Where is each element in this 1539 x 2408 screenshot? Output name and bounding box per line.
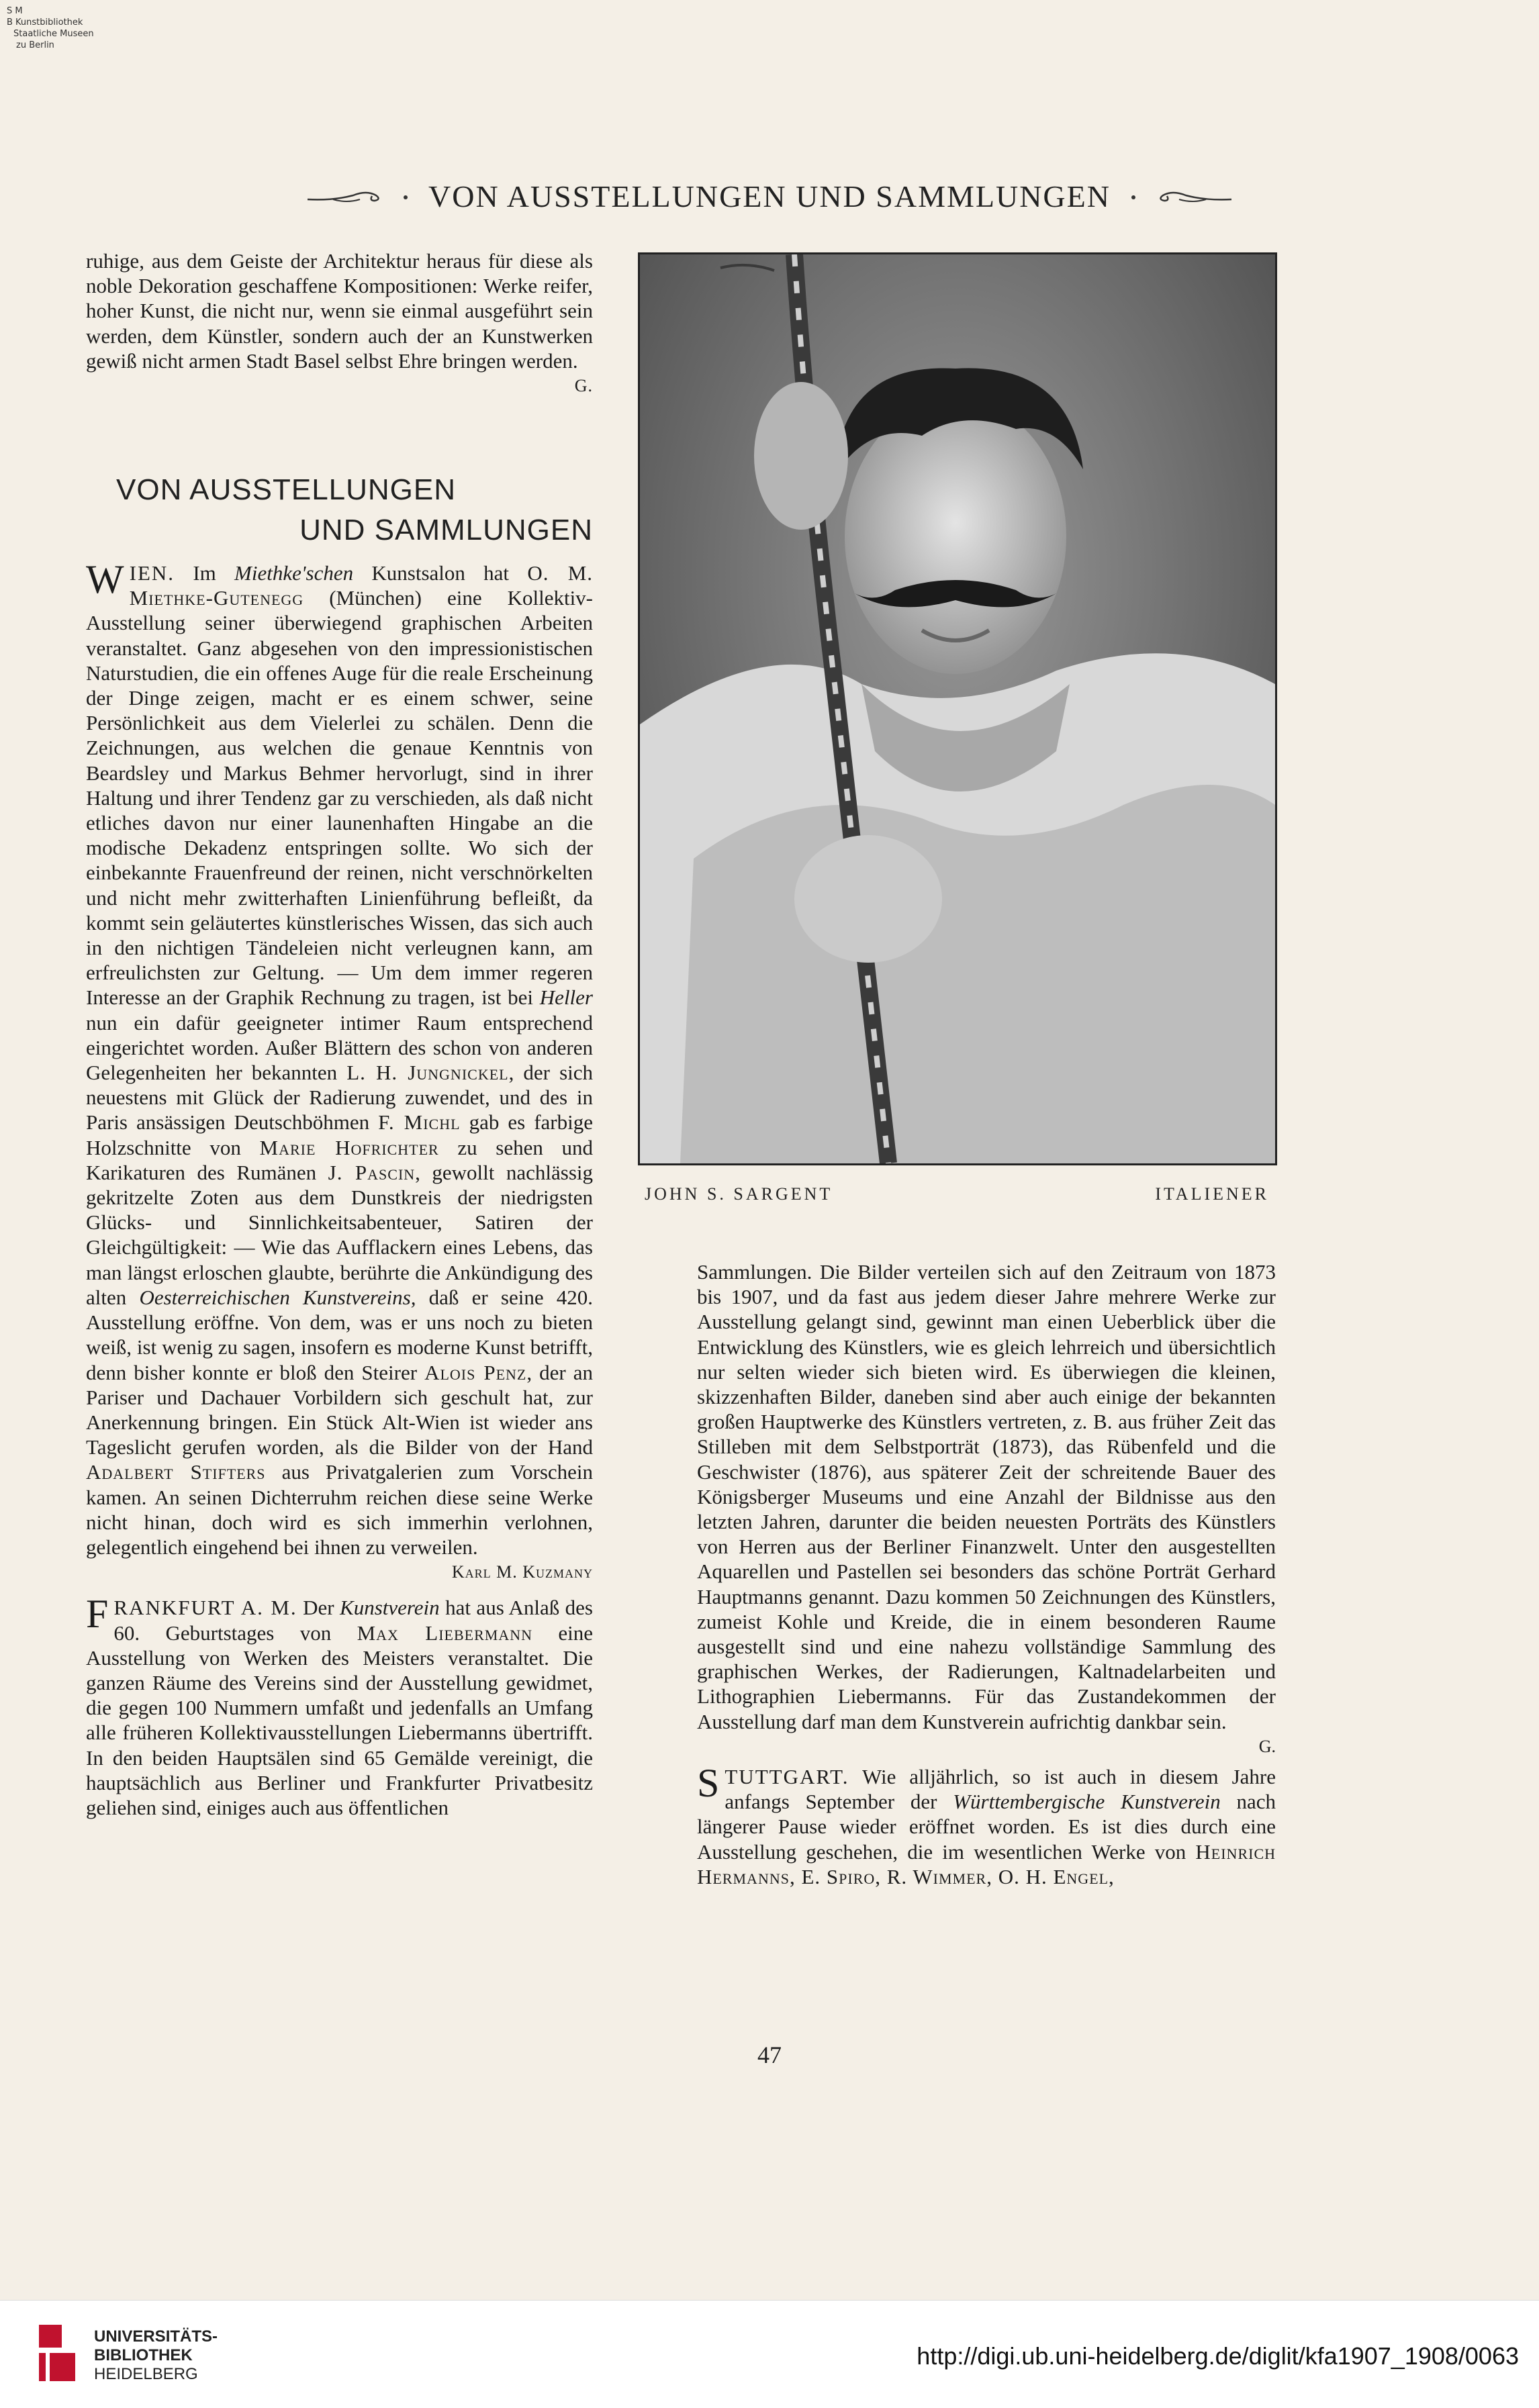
running-title: VON AUSSTELLUNGEN UND SAMMLUNGEN [428, 179, 1111, 213]
artist-name: J. Pascin [328, 1160, 416, 1184]
wien-report [86, 557, 594, 1820]
digitization-footer [0, 2300, 1539, 2408]
dropcap: F [86, 1592, 109, 1637]
text-run: nun ein dafür geeigneter intimer Raum entsprechend eingerichtet worden. Außer Blättern des schon von anderen Gelegenheiten her bekannten [86, 1010, 593, 1085]
place-name: IEN. [129, 561, 175, 585]
emphasis: Miethke'schen [234, 561, 354, 585]
article-signature: Karl M. Kuzmany [451, 1562, 593, 1582]
caption-title: ITALIENER [1155, 1184, 1269, 1204]
section-heading-line: VON AUSSTELLUNGEN [116, 473, 457, 506]
library-name-line: HEIDELBERG [94, 2365, 198, 2383]
section-heading [86, 470, 593, 550]
stamp-line: B Kunstbibliothek [7, 17, 83, 28]
text-run: zu sehen und Karikaturen des Rumänen [86, 1135, 594, 1184]
artist-name: O. M. Miethke-Gutenegg [129, 561, 594, 610]
text-run: , gewollt nachlässig gekritzelte Zoten aus dem Dunstkreis der niedrigsten Glücks- und Sinnlichkeitsabenteuer, Satiren der Gleichgültigkeit: — Wie das Aufflackern eines Lebens, das man längst erloschen glaubte, berührte die Ankündigung des alten [86, 1160, 593, 1309]
text-run: hat aus Anlaß des 60. Geburtstages von [113, 1596, 593, 1645]
text-run: nach längerer Pause wieder eröffnet worden. Es ist dies durch eine Ausstellung geschehen, die im wesentlichen Werke von [697, 1790, 1276, 1864]
artist-name: L. H. Jungnickel [346, 1061, 509, 1085]
library-name-line: UNIVERSITÄTS- [94, 2327, 218, 2346]
running-header [0, 176, 1539, 216]
emphasis: Oesterreichischen Kunstvereins, [139, 1285, 416, 1309]
figure-caption [645, 1184, 1269, 1204]
text-run: Der [303, 1596, 334, 1620]
stamp-line: Staatliche Museen [13, 29, 94, 39]
library-name [94, 2327, 218, 2384]
stamp-line: zu Berlin [16, 40, 54, 50]
text-run: , der sich neuestens mit Glück der Radierung zuwendet, und des in Paris ansässigen Deutschböhmen [86, 1061, 594, 1135]
library-stamp [7, 5, 94, 51]
caption-artist: JOHN S. SARGENT [645, 1184, 833, 1204]
paragraph-text: Sammlungen. Die Bilder verteilen sich auf den Zeitraum von 1873 bis 1907, und da fast aus jedem dieser Jahre mehrere Werke zur Ausstellung gelangt sind, gewinnt man einen Ueberblick über die Entwicklung des Künstlers, wie es gleich lehrreich und übersichtlich nur selten wieder sich bieten wird. Es überwiegen die kleinen, skizzenhaften Bilder, daneben sind aber auch einige der bekannten großen Hauptwerke des Künstlers vertreten, z. B. aus früher Zeit das Stilleben mit dem Selbstporträt (1873), das Rübenfeld und die Geschwister (1876), aus späterer Zeit der schreitende Bauer des Königsberger Museums und eine Anzahl der Bildnisse aus den letzten Jahren, darunter die beiden neuesten Porträts des Künstlers von Herren aus der Berliner Finanzwelt. Unter den ausgestellten Aquarellen und Pastellen sei besonders das schöne Porträt Gerhard Hauptmanns genannt. Dazu kommen 50 Zeichnungen des Künstlers, zumeist Kohle und Kreide, die in einem besonderen Raume ausgestellt sind und eine nahezu vollständige Sammlung des graphischen Werkes, der Radierungen, Kaltnadelarbeiten und Lithographien Liebermanns. Für das Zustandekommen der Ausstellung darf man dem Kunstverein aufrichtig dankbar sein. [697, 1260, 1276, 1733]
place-name: TUTTGART. [725, 1765, 849, 1789]
portrait-illustration [638, 252, 1277, 1165]
portrait-painting-image [640, 254, 1275, 1163]
source-url-link[interactable]: http://digi.ub.uni-heidelberg.de/diglit/kfa1907_1908/0063 [917, 2342, 1519, 2370]
text-run: eine Ausstellung von Werken des Meisters veranstaltet. Die ganzen Räume des Vereins sind der Ausstellung gewidmet, die gegen 100 Nummern umfaßt und jedenfalls an Umfang alle früheren Kollektivausstellungen Liebermanns übertrifft. In den beiden Hauptsälen sind 65 Gemälde vereinigt, die hauptsächlich aus Berliner und Frankfurter Privatbesitz geliehen sind, einiges auch aus öffentlichen [86, 1621, 594, 1819]
article-signature: G. [1258, 1736, 1276, 1756]
text-run: , der an Pariser und Dachauer Vorbildern sich geschult hat, zur Anerkennung bringen. Ein Stück Alt-Wien ist wieder ans Tageslicht gerufen worden, als die Bilder von der Hand [86, 1360, 593, 1459]
text-run: Wie alljährlich, so ist auch in diesem Jahre anfangs September der [725, 1765, 1276, 1814]
emphasis: Kunstverein [340, 1596, 440, 1620]
emphasis: Württembergische Kunstverein [953, 1790, 1221, 1814]
artist-name: Marie Hofrichter [259, 1135, 439, 1159]
emphasis: Heller [539, 985, 593, 1010]
university-library-logo-icon [35, 2321, 82, 2385]
dropcap: W [86, 557, 124, 601]
previous-article-ending [86, 248, 593, 398]
artist-name: Adalbert Stifters [86, 1460, 266, 1484]
dropcap: S [697, 1761, 720, 1806]
text-run: (München) eine Kollektiv-Ausstellung seiner überwiegend graphischen Arbeiten veranstaltet. Ganz abgesehen von den impressionistischen Naturstudien, die ein offenes Auge für die reale Erscheinung der Dinge zeigen, macht er es einem schwer, seine Persönlichkeit aus dem Vielerlei zu schälen. Denn die Zeichnungen, aus welchen die genaue Kenntnis von Beardsley und Markus Behmer hervorlugt, sind in ihrer Haltung und ihrer Tendenz gar zu verschieden, als daß nicht etliches davon nur einer launenhaften Hingabe an die modische Dekadenz entspringen sollte. Wo sich der einbekannte Frauenfreund der reinen, nicht verschnörkelten und nicht mehr zwitterhaften Linienführung befleißt, da kommt sein geläutertes künstlerisches Wissen, das sich auch in den nichtigen Tändeleien nicht verleugnen kann, am erfreulichsten zur Geltung. — Um dem immer regeren Interesse an der Graphik Rechnung zu tragen, ist bei [86, 586, 594, 1010]
library-name-line: BIBLIOTHEK [94, 2346, 193, 2364]
artist-name: Alois Penz [424, 1360, 527, 1384]
paragraph-text: ruhige, aus dem Geiste der Architektur heraus für diese als noble Dekoration geschaffene Kompositionen: Werke reifer, hoher Kunst, die nicht nur, wenn sie einmal ausgeführt sein werden, dem Künstler, sondern auch der an Kunstwerken gewiß nicht armen Stadt Basel selbst Ehre bringen werden. [86, 249, 593, 373]
artist-name: F. Michl [378, 1110, 461, 1135]
right-column [697, 1259, 1276, 1889]
right-ornament-icon [1125, 186, 1233, 206]
text-run: daß er seine 420. Ausstellung eröffne. Von dem, was er uns noch zu bieten weiß, ist wenig zu sagen, insofern es moderne Kunst betrifft, denn bisher konnte er bloß den Steirer [86, 1285, 594, 1384]
stamp-line: S M [7, 6, 23, 16]
section-heading-line: UND SAMMLUNGEN [299, 514, 593, 546]
text-run: Im [193, 561, 216, 585]
artist-name: Heinrich Hermanns, E. Spiro, R. Wimmer, O. H. Engel, [697, 1839, 1276, 1888]
article-signature: G. [574, 376, 593, 396]
text-run: aus Privatgalerien zum Vorschein kamen. An seinen Dichterruhm reichen diese seine Werke nicht hinan, doch wird es sich immerhin verlohnen, gelegentlich eingehend bei ihnen zu verweilen. [86, 1460, 594, 1559]
place-name: RANKFURT A. M. [113, 1596, 297, 1620]
artist-name: Max Liebermann [357, 1621, 532, 1645]
page-number: 47 [757, 2041, 782, 2068]
text-run: Kunstsalon hat [371, 561, 510, 585]
text-run: gab es farbige Holzschnitte von [86, 1110, 594, 1159]
left-ornament-icon [306, 186, 414, 206]
